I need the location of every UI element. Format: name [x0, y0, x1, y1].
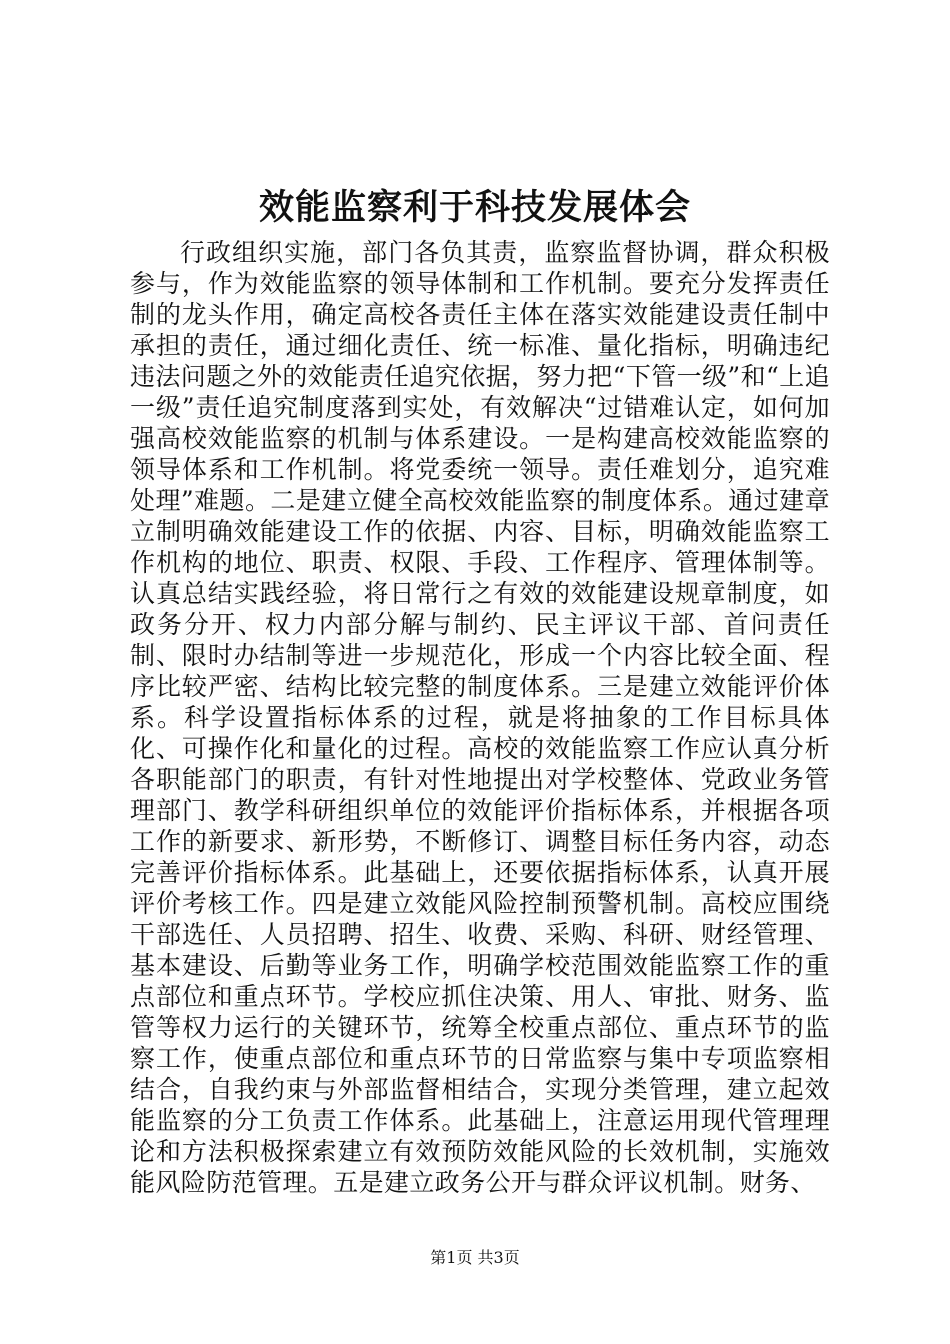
- page-number-footer: 第1页 共3页: [430, 1248, 520, 1267]
- document-title: 效能监察利于科技发展体会: [258, 187, 691, 228]
- document-body-paragraph: 行政组织实施，部门各负其责，监察监督协调，群众积极参与，作为效能监察的领导体制和工作机制。要充分发挥责任制的龙头作用，确定高校各责任主体在落实效能建设责任制中承担的责任，通过细化责任、统一标准、量化指标，明确违纪违法问题之外的效能责任追究依据，努力把“下管一级”和“上追一级”责任追究制度落到实处，有效解决“过错难认定，如何加强高校效能监察的机制与体系建设。一是构建高校效能监察的领导体系和工作机制。将党委统一领导。责任难划分，追究难处理”难题。二是建立健全高校效能监察的制度体系。通过建章立制明确效能建设工作的依据、内容、目标，明确效能监察工作机构的地位、职责、权限、手段、工作程序、管理体制等。认真总结实践经验，将日常行之有效的效能建设规章制度，如政务分开、权力内部分解与制约、民主评议干部、首问责任制、限时办结制等进一步规范化，形成一个内容比较全面、程序比较严密、结构比较完整的制度体系。三是建立效能评价体系。科学设置指标体系的过程，就是将抽象的工作目标具体化、可操作化和量化的过程。高校的效能监察工作应认真分析各职能部门的职责，有针对性地提出对学校整体、党政业务管理部门、教学科研组织单位的效能评价指标体系，并根据各项工作的新要求、新形势，不断修订、调整目标任务内容，动态完善评价指标体系。此基础上，还要依据指标体系，认真开展评价考核工作。四是建立效能风险控制预警机制。高校应围绕干部选任、人员招聘、招生、收费、采购、科研、财经管理、基本建设、后勤等业务工作，明确学校范围效能监察工作的重点部位和重点环节。学校应抓住决策、用人、审批、财务、监管等权力运行的关键环节，统筹全校重点部位、重点环节的监察工作，使重点部位和重点环节的日常监察与集中专项监察相结合，自我约束与外部监督相结合，实现分类管理，建立起效能监察的分工负责工作体系。此基础上，注意运用现代管理理论和方法积极探索建立有效预防效能风险的长效机制，实施效能风险防范管理。五是建立政务公开与群众评议机制。财务、: [130, 238, 830, 1197]
